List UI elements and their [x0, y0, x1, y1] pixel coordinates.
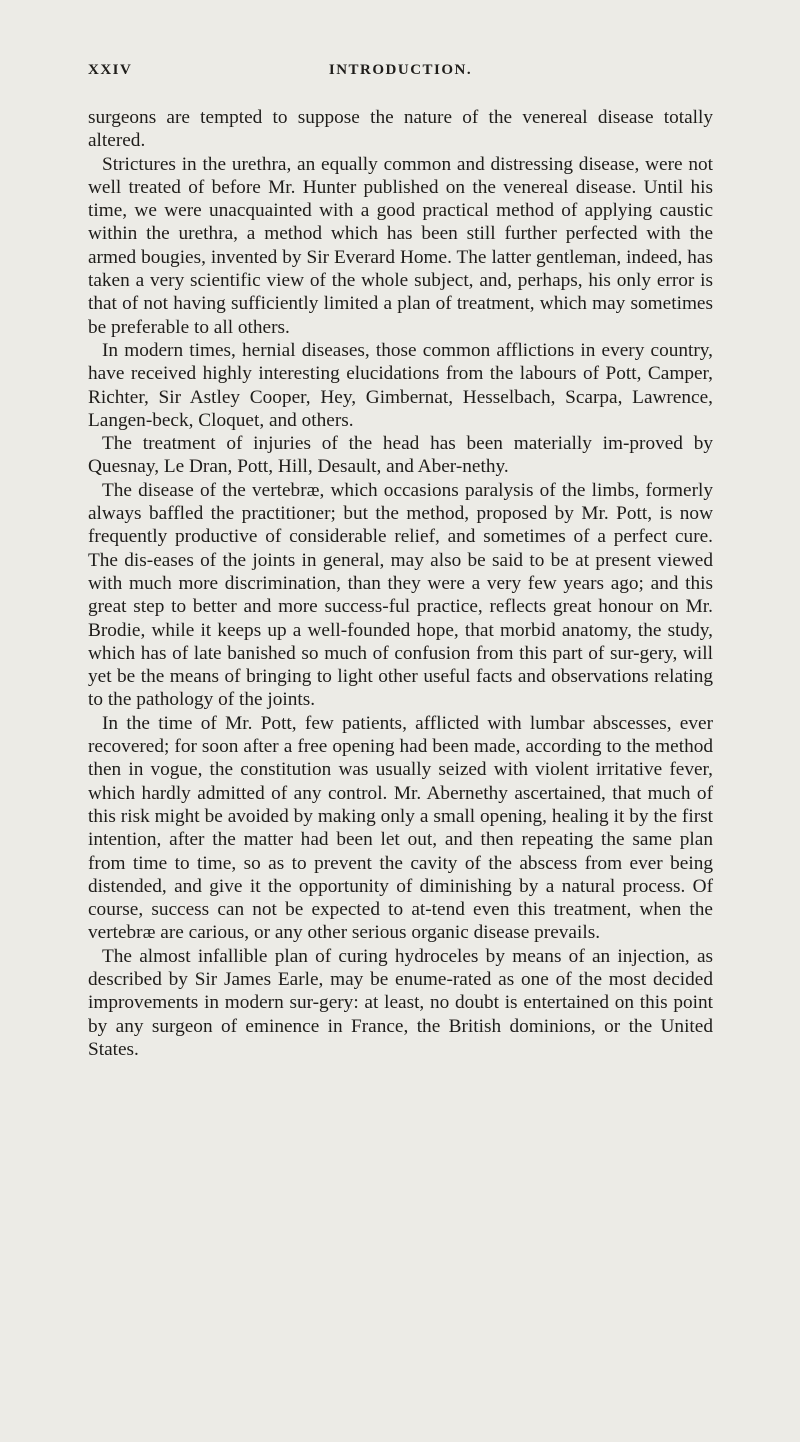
page-number: XXIV: [88, 62, 133, 78]
paragraph-vertebrae: The disease of the vertebræ, which occasions paralysis of the limbs, formerly always baffled the practitioner; but the method, proposed by Mr. Pott, is now frequently productive of considerable relief, and sometimes of a perfect cure. The dis-eases of the joints in general, may also be said to be at present viewed with much more discrimination, than they were a very few years ago; and this great step to better and more success-ful practice, reflects great honour on Mr. Brodie, while it keeps up a well-founded hope, that morbid anatomy, the study, which has of late banished so much of confusion from this part of sur-gery, will yet be the means of bringing to light other useful facts and observations relating to the pathology of the joints.: [88, 479, 713, 711]
body-text: [88, 106, 713, 1061]
paragraph-strictures: Strictures in the urethra, an equally common and distressing disease, were not well treated of before Mr. Hunter published on the venereal disease. Until his time, we were unacquainted with a good practical method of applying caustic within the urethra, a method which has been still further perfected with the armed bougies, invented by Sir Everard Home. The latter gentleman, indeed, has taken a very scientific view of the whole subject, and, perhaps, his only error is that of not having sufficiently limited a plan of treatment, which may sometimes be preferable to all others.: [88, 153, 713, 338]
paragraph-head-injuries: The treatment of injuries of the head has been materially im-proved by Quesnay, Le Dran, Pott, Hill, Desault, and Aber-nethy.: [88, 433, 713, 478]
paragraph-lumbar-abscesses: In the time of Mr. Pott, few patients, afflicted with lumbar abscesses, ever recovered; for soon after a free opening had been made, according to the method then in vogue, the constitution was usually seized with violent irritative fever, which hardly admitted of any control. Mr. Abernethy ascertained, that much of this risk might be avoided by making only a small opening, healing it by the first intention, after the matter had been let out, and then repeating the same plan from time to time, so as to prevent the cavity of the abscess from ever being distended, and give it the opportunity of diminishing by a natural process. Of course, success can not be expected to at-tend even this treatment, when the vertebræ are carious, or any other serious organic disease prevails.: [88, 712, 713, 944]
running-title: INTRODUCTION.: [328, 62, 473, 78]
running-head: [88, 62, 713, 86]
paragraph-hydroceles: The almost infallible plan of curing hydroceles by means of an injection, as described by Sir James Earle, may be enume-rated as one of the most decided improvements in modern sur-gery: at least, no doubt is entertained on this point by any surgeon of eminence in France, the British dominions, or the United States.: [88, 945, 713, 1060]
paragraph-venereal-continuation: surgeons are tempted to suppose the nature of the venereal disease totally altered.: [88, 107, 713, 152]
paragraph-hernial-diseases: In modern times, hernial diseases, those common afflictions in every country, have received highly interesting elucidations from the labours of Pott, Camper, Richter, Sir Astley Cooper, Hey, Gimbernat, Hesselbach, Scarpa, Lawrence, Langen-beck, Cloquet, and others.: [88, 339, 713, 431]
